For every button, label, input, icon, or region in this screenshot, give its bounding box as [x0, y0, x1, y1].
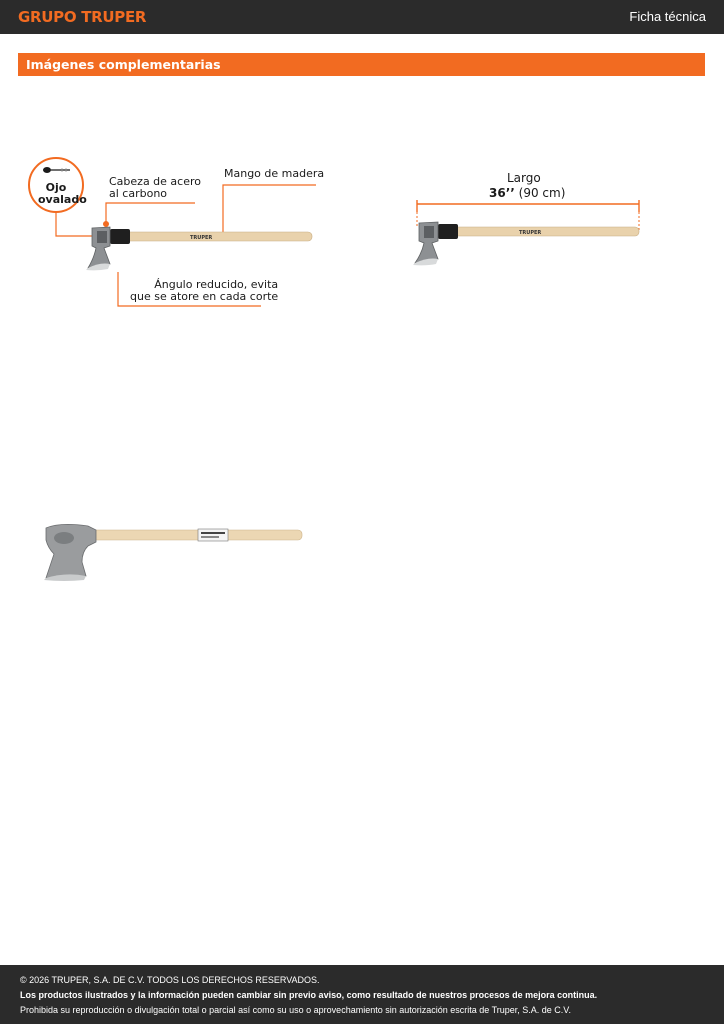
document-type: Ficha técnica: [629, 9, 706, 24]
eye-label: Ojo: [45, 181, 67, 194]
axe-length-figure: [405, 168, 650, 273]
page-footer: [0, 965, 724, 1024]
length-value: [489, 187, 565, 199]
angle-label: Ángulo reducido, evita que se atore en cada corte: [130, 278, 279, 303]
section-header: [18, 53, 705, 76]
handle-label: Mango de madera: [224, 167, 325, 180]
axe-photo-drawing: [40, 518, 305, 584]
axe-product-photo: [40, 518, 305, 584]
eye-label-line2: ovalado: [38, 193, 87, 206]
length-title: Largo: [507, 171, 541, 185]
handle-brand-mark: TRUPER: [190, 235, 213, 241]
footer-copyright: © 2026 TRUPER, S.A. DE C.V. TODOS LOS DERECHOS RESERVADOS.: [20, 975, 320, 985]
length-metric: (90 cm): [518, 186, 566, 200]
axe-features-figure: [20, 150, 330, 315]
footer-notice: Los productos ilustrados y la información pueden cambiar sin previo aviso, como resultado de nuestros procesos de mejora continua.: [20, 990, 598, 1000]
brand-logo: GRUPO TRUPER: [18, 8, 147, 26]
section-title: Imágenes complementarias: [26, 57, 221, 72]
length-imperial: 36’’: [489, 186, 515, 200]
length-handle-brand-mark: TRUPER: [519, 230, 542, 236]
head-label: Cabeza de acero al carbono: [109, 175, 201, 200]
page-header: [0, 0, 724, 34]
footer-prohibition: Prohibida su reproducción o divulgación total o parcial así como su uso o aprovechamiento sin autorización escrita de Truper, S.A. de C.V.: [20, 1005, 571, 1015]
